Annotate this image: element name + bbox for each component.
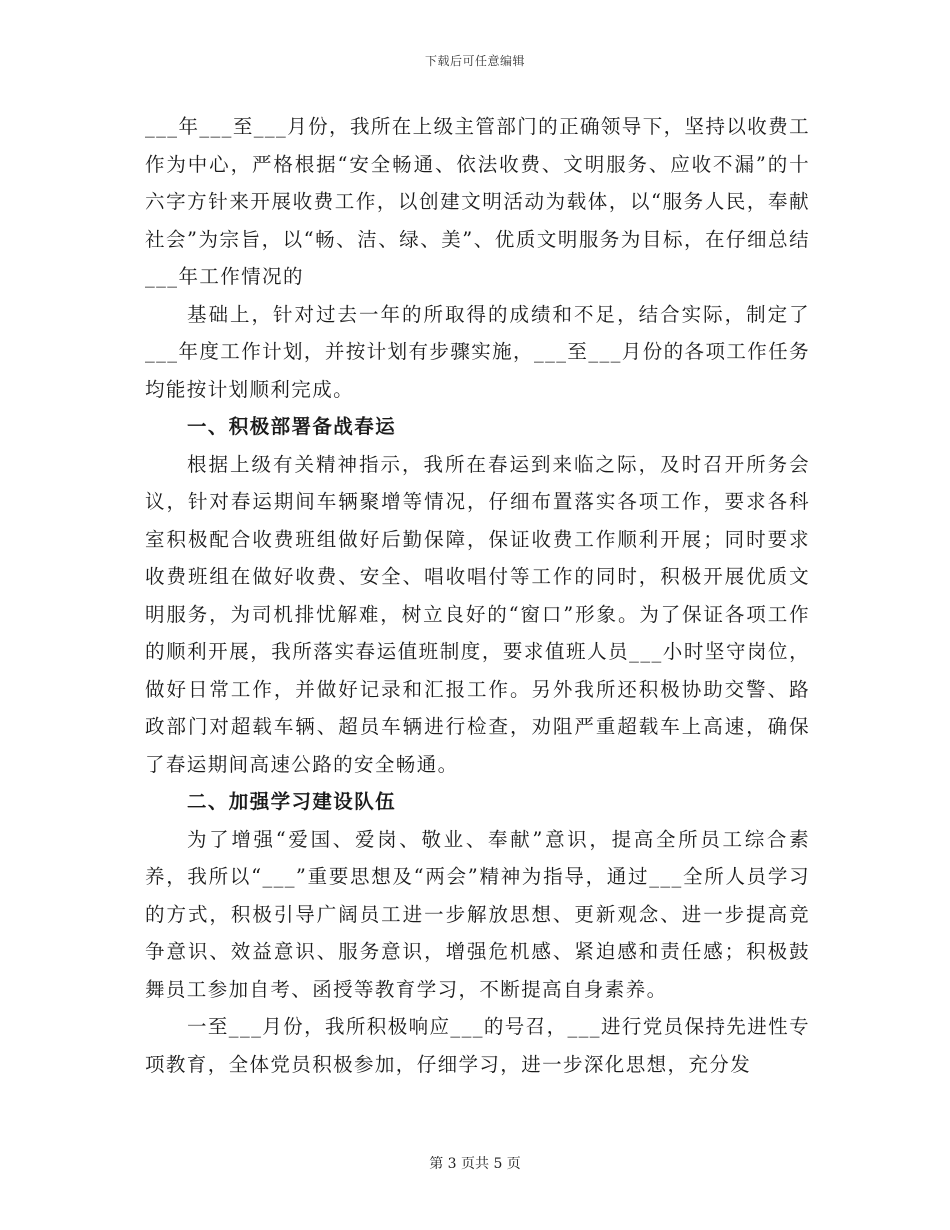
paragraph-plan: 基础上，针对过去一年的所取得的成绩和不足，结合实际，制定了___年度工作计划，并按计划有步骤实施，___至___月份的各项工作任务均能按计划顺利完成。 [145,302,810,401]
section-heading-study: 二、加强学习建设队伍 [187,790,397,813]
document-body [145,108,810,1083]
paragraph-intro: ___年___至___月份，我所在上级主管部门的正确领导下，坚持以收费工作为中心，严格根据“安全畅通、依法收费、文明服务、应收不漏”的十六字方针来开展收费工作，以创建文明活动为载体，以“服务人民，奉献社会”为宗旨，以“畅、洁、绿、美”、优质文明服务为目标，在仔细总结___年工作情况的 [145,115,810,288]
paragraph-party-education: 一至___月份，我所积极响应___的号召，___进行党员保持先进性专项教育，全体党员积极参加，仔细学习，进一步深化思想，充分发 [145,1015,810,1076]
page-header: 下载后可任意编辑 [424,54,525,68]
section-heading-spring-transport: 一、积极部署备战春运 [187,415,397,438]
paragraph-study: 为了增强“爱国、爱岗、敬业、奉献”意识，提高全所员工综合素养，我所以“___”重要思想及“两会”精神为指导，通过___全所人员学习的方式，积极引导广阔员工进一步解放思想、更新观念、进一步提高竞争意识、效益意识、服务意识，增强危机感、紧迫感和责任感；积极鼓舞员工参加自考、函授等教育学习，不断提高自身素养。 [145,827,810,1001]
page-footer: 第 3 页共 5 页 [429,1156,521,1172]
paragraph-spring-transport: 根据上级有关精神指示，我所在春运到来临之际，及时召开所务会议，针对春运期间车辆聚增等情况，仔细布置落实各项工作，要求各科室积极配合收费班组做好后勤保障，保证收费工作顺利开展；同时要求收费班组在做好收费、安全、唱收唱付等工作的同时，积极开展优质文明服务，为司机排忧解难，树立良好的“窗口”形象。为了保证各项工作的顺利开展，我所落实春运值班制度，要求值班人员___小时坚守岗位，做好日常工作，并做好记录和汇报工作。另外我所还积极协助交警、路政部门对超载车辆、超员车辆进行检查，劝阻严重超载车上高速，确保了春运期间高速公路的安全畅通。 [145,452,810,776]
